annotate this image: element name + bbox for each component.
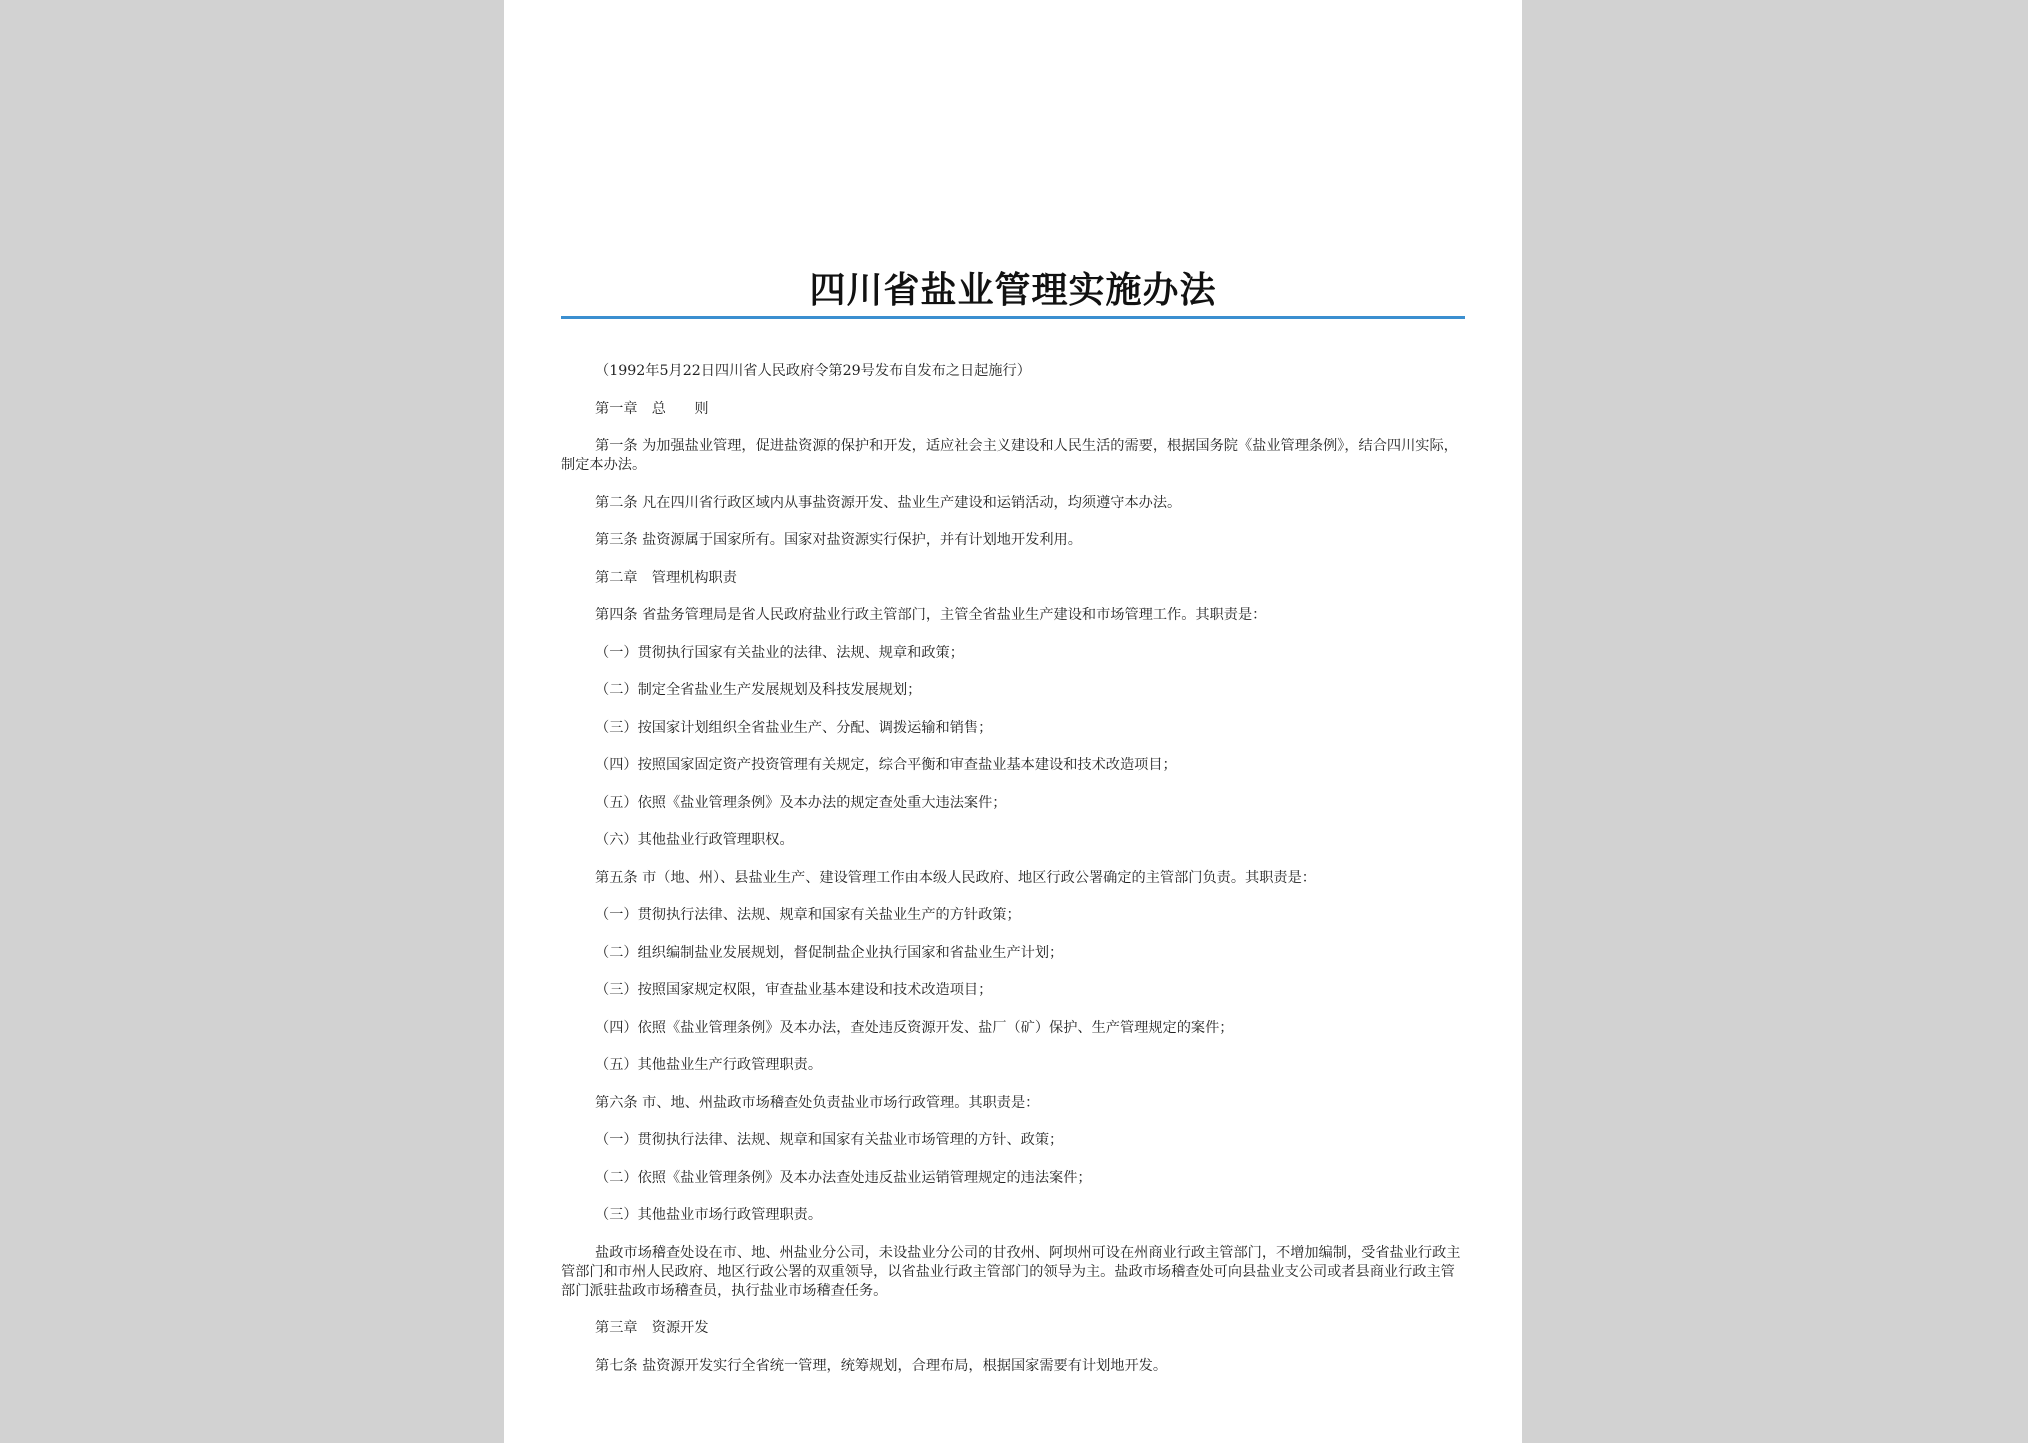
article-paragraph: 第二条 凡在四川省行政区域内从事盐资源开发、盐业生产建设和运销活动，均须遵守本办法。: [595, 494, 1182, 511]
list-item: （四）依照《盐业管理条例》及本办法，查处违反资源开发、盐厂（矿）保护、生产管理规定的案件；: [595, 1019, 1234, 1036]
article-paragraph: 盐政市场稽查处设在市、地、州盐业分公司，未设盐业分公司的甘孜州、阿坝州可设在州商业行政主管部门，不增加编制，受省盐业行政主管部门和市州人民政府、地区行政公署的双重领导，以省盐业行政主管部门的领导为主。盐政市场稽查处可向县盐业支公司或者县商业行政主管部门派驻盐政市场稽查员，执行盐业市场稽查任务。: [561, 1244, 1461, 1299]
article-paragraph: 第四条 省盐务管理局是省人民政府盐业行政主管部门，主管全省盐业生产建设和市场管理工作。其职责是：: [595, 607, 1267, 623]
article-paragraph: 第五条 市（地、州）、县盐业生产、建设管理工作由本级人民政府、地区行政公署确定的主管部门负责。其职责是：: [595, 869, 1316, 886]
list-item: （四）按照国家固定资产投资管理有关规定，综合平衡和审查盐业基本建设和技术改造项目；: [595, 757, 1177, 773]
article-paragraph: 第三条 盐资源属于国家所有。国家对盐资源实行保护，并有计划地开发利用。: [595, 532, 1082, 548]
list-item: （六）其他盐业行政管理职权。: [595, 832, 794, 848]
title-divider: [561, 316, 1465, 319]
chapter-heading: 第三章 资源开发: [595, 1320, 709, 1336]
article-paragraph: 第一条 为加强盐业管理，促进盐资源的保护和开发，适应社会主义建设和人民生活的需要，根据国务院《盐业管理条例》，结合四川实际，制定本办法。: [561, 438, 1458, 473]
list-item: （三）按照国家规定权限，审查盐业基本建设和技术改造项目；: [595, 982, 993, 998]
chapter-heading: 第二章 管理机构职责: [595, 569, 737, 586]
list-item: （三）其他盐业市场行政管理职责。: [595, 1207, 823, 1223]
list-item: （五）依照《盐业管理条例》及本办法的规定查处重大违法案件；: [595, 794, 1007, 811]
list-item: （二）依照《盐业管理条例》及本办法查处违反盐业运销管理规定的违法案件；: [595, 1169, 1092, 1186]
list-item: （一）贯彻执行国家有关盐业的法律、法规、规章和政策；: [595, 644, 964, 661]
list-item: （三）按国家计划组织全省盐业生产、分配、调拨运输和销售；: [595, 719, 993, 736]
document-page: [504, 0, 1522, 1443]
promulgation-note: （1992年5月22日四川省人民政府令第29号发布自发布之日起施行）: [595, 363, 1031, 379]
list-item: （五）其他盐业生产行政管理职责。: [595, 1057, 823, 1073]
list-item: （一）贯彻执行法律、法规、规章和国家有关盐业生产的方针政策；: [595, 907, 1021, 923]
article-paragraph: 第七条 盐资源开发实行全省统一管理，统筹规划，合理布局，根据国家需要有计划地开发。: [595, 1357, 1168, 1374]
list-item: （二）组织编制盐业发展规划，督促制盐企业执行国家和省盐业生产计划；: [595, 944, 1064, 961]
document-body: [561, 362, 1467, 1394]
chapter-heading: 第一章 总 则: [595, 400, 709, 417]
article-paragraph: 第六条 市、地、州盐政市场稽查处负责盐业市场行政管理。其职责是：: [595, 1094, 1040, 1111]
list-item: （二）制定全省盐业生产发展规划及科技发展规划；: [595, 682, 922, 698]
document-title: 四川省盐业管理实施办法: [809, 270, 1217, 311]
list-item: （一）贯彻执行法律、法规、规章和国家有关盐业市场管理的方针、政策；: [595, 1132, 1064, 1148]
